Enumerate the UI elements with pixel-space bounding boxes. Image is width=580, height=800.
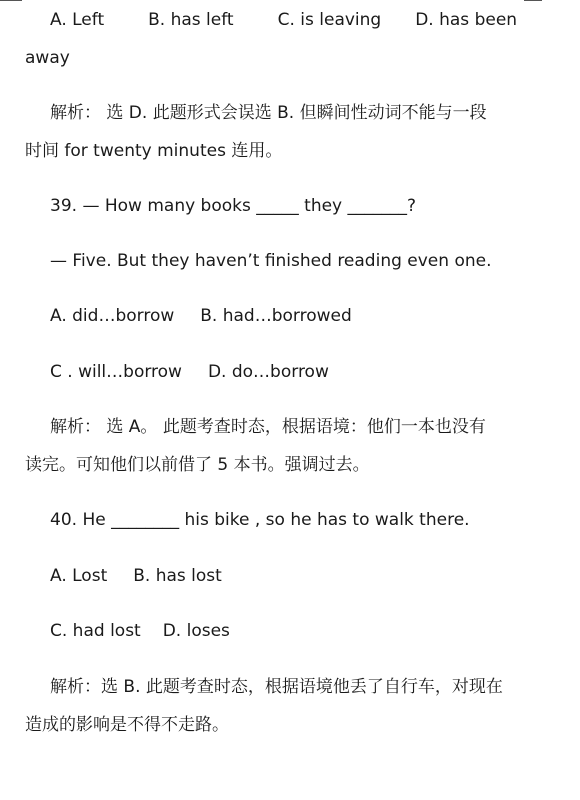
- q38-option-c: C. is leaving: [277, 10, 382, 30]
- q39-option-b: B. had…borrowed: [200, 306, 352, 326]
- q38-option-d: D. has been: [415, 10, 518, 30]
- q39-analysis-line1: 解析： 选 A。 此题考查时态，根据语境：他们一本也没有: [50, 417, 486, 437]
- q38-option-a: A. Left: [50, 10, 105, 30]
- q40-analysis-line2: 造成的影响是不得不走路。: [25, 715, 229, 735]
- q38-analysis-line1: 解析： 选 D. 此题形式会误选 B. 但瞬间性动词不能与一段: [50, 103, 487, 123]
- q38-option-d-continued: away: [25, 48, 70, 68]
- q40-analysis-line1: 解析：选 B. 此题考查时态，根据语境他丢了自行车，对现在: [50, 677, 503, 697]
- q38-analysis-line2: 时间 for twenty minutes 连用。: [25, 141, 283, 161]
- q39-options-row1: [50, 304, 352, 328]
- q40-option-c: C. had lost: [50, 621, 141, 641]
- q40-options-row2: [50, 619, 230, 643]
- q39-option-c: C . will…borrow: [50, 362, 182, 382]
- q39-reply: — Five. But they haven’t finished reading even one.: [50, 251, 492, 271]
- q39-option-d: D. do…borrow: [207, 362, 329, 382]
- q38-options: [50, 8, 517, 32]
- q39-stem: 39. — How many books _____ they _______?: [50, 196, 417, 216]
- q40-option-d: D. loses: [162, 621, 230, 641]
- top-rule-right: [524, 0, 542, 1]
- q38-option-b: B. has left: [148, 10, 234, 30]
- q39-option-a: A. did…borrow: [50, 306, 175, 326]
- top-rule-left: [0, 0, 22, 1]
- q40-option-a: A. Lost: [50, 566, 108, 586]
- q39-options-row2: [50, 360, 329, 384]
- q40-stem: 40. He ________ his bike , so he has to walk there.: [50, 510, 470, 530]
- q40-option-b: B. has lost: [133, 566, 222, 586]
- q40-options-row1: [50, 564, 222, 588]
- q39-analysis-line2: 读完。可知他们以前借了 5 本书。强调过去。: [25, 455, 370, 475]
